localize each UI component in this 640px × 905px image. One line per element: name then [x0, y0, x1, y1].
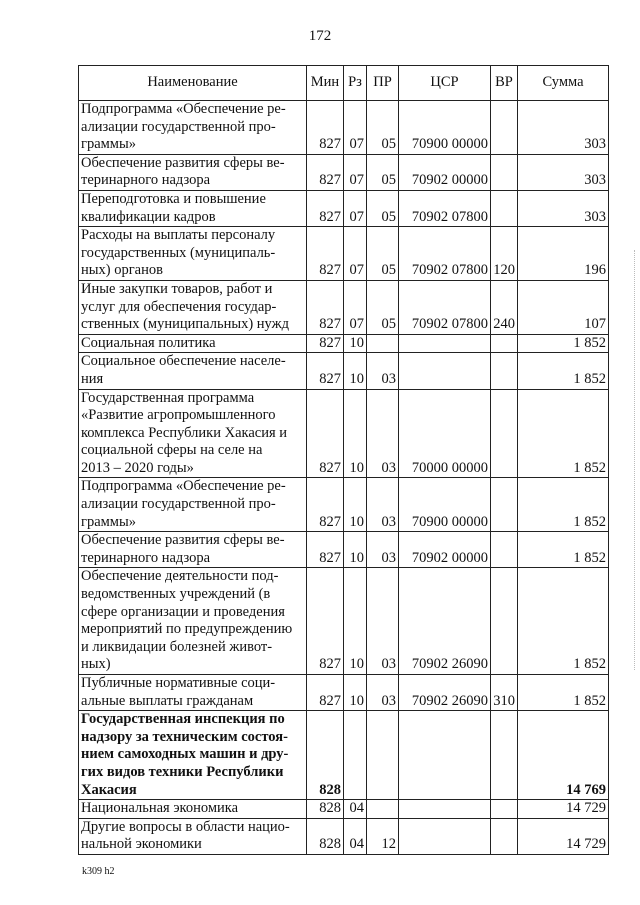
cell-vr: [491, 800, 518, 819]
page-number: 172: [308, 28, 332, 44]
cell-pr: 05: [367, 280, 399, 334]
cell-pr: 03: [367, 353, 399, 389]
table-row: [79, 532, 609, 568]
cell-min: 827: [307, 334, 344, 353]
table-row: [79, 478, 609, 532]
cell-rz: 07: [344, 101, 367, 155]
cell-pr: 05: [367, 101, 399, 155]
cell-sum: 1 852: [518, 334, 609, 353]
cell-sum: 1 852: [518, 389, 609, 478]
cell-name: Подпрограмма «Обеспечение ре- ализации государственной про- граммы»: [79, 101, 307, 155]
cell-rz: 10: [344, 389, 367, 478]
cell-rz: 10: [344, 478, 367, 532]
table-row: [79, 711, 609, 800]
cell-name: Другие вопросы в области нацио- нальной экономики: [79, 818, 307, 854]
table-row: [79, 190, 609, 226]
cell-min: 827: [307, 154, 344, 190]
cell-vr: 240: [491, 280, 518, 334]
cell-vr: [491, 101, 518, 155]
cell-pr: [367, 800, 399, 819]
table-row: [79, 334, 609, 353]
cell-vr: [491, 389, 518, 478]
cell-pr: 03: [367, 568, 399, 675]
cell-name: Обеспечение развития сферы ве- теринарного надзора: [79, 154, 307, 190]
header-pr: ПР: [367, 66, 399, 101]
table-body: [79, 101, 609, 855]
cell-min: 827: [307, 675, 344, 711]
header-name: Наименование: [79, 66, 307, 101]
cell-name: Социальное обеспечение населе- ния: [79, 353, 307, 389]
table-row: [79, 675, 609, 711]
cell-vr: [491, 154, 518, 190]
cell-name: Социальная политика: [79, 334, 307, 353]
table-row: [79, 154, 609, 190]
cell-csr: 70902 07800: [399, 227, 491, 281]
budget-table: [78, 65, 609, 855]
header-csr: ЦСР: [399, 66, 491, 101]
table-row: [79, 227, 609, 281]
cell-pr: [367, 334, 399, 353]
cell-csr: 70902 07800: [399, 190, 491, 226]
cell-vr: [491, 532, 518, 568]
cell-min: 827: [307, 190, 344, 226]
cell-sum: 1 852: [518, 675, 609, 711]
cell-min: 827: [307, 280, 344, 334]
cell-min: 827: [307, 227, 344, 281]
cell-rz: 10: [344, 675, 367, 711]
cell-csr: 70902 26090: [399, 568, 491, 675]
cell-sum: 1 852: [518, 478, 609, 532]
cell-sum: 14 729: [518, 800, 609, 819]
cell-pr: [367, 711, 399, 800]
cell-vr: [491, 334, 518, 353]
cell-name: Подпрограмма «Обеспечение ре- ализации государственной про- граммы»: [79, 478, 307, 532]
cell-name: Переподготовка и повышение квалификации кадров: [79, 190, 307, 226]
table-header-row: [79, 66, 609, 101]
cell-min: 828: [307, 818, 344, 854]
cell-min: 827: [307, 532, 344, 568]
cell-csr: [399, 818, 491, 854]
table-row: [79, 568, 609, 675]
cell-csr: [399, 711, 491, 800]
cell-name: Государственная инспекция по надзору за техническим состоя- нием самоходных машин и дру- гих видов техники Республики Хакасия: [79, 711, 307, 800]
cell-pr: 05: [367, 154, 399, 190]
cell-pr: 03: [367, 389, 399, 478]
table-row: [79, 389, 609, 478]
cell-sum: 1 852: [518, 568, 609, 675]
cell-rz: 07: [344, 227, 367, 281]
cell-csr: 70900 00000: [399, 478, 491, 532]
cell-csr: 70902 00000: [399, 154, 491, 190]
cell-min: 828: [307, 711, 344, 800]
cell-sum: 303: [518, 190, 609, 226]
cell-sum: 303: [518, 101, 609, 155]
cell-sum: 303: [518, 154, 609, 190]
cell-csr: 70902 26090: [399, 675, 491, 711]
cell-rz: 07: [344, 154, 367, 190]
cell-name: Государственная программа «Развитие агропромышленного комплекса Республики Хакасия и социальной сферы на селе на 2013 – 2020 годы»: [79, 389, 307, 478]
cell-sum: 107: [518, 280, 609, 334]
cell-sum: 14 769: [518, 711, 609, 800]
cell-rz: [344, 711, 367, 800]
cell-name: Обеспечение развития сферы ве- теринарного надзора: [79, 532, 307, 568]
cell-sum: 14 729: [518, 818, 609, 854]
cell-csr: 70902 07800: [399, 280, 491, 334]
cell-vr: [491, 478, 518, 532]
margin-dotted-line: [634, 250, 636, 670]
cell-min: 827: [307, 101, 344, 155]
header-vr: ВР: [491, 66, 518, 101]
table-row: [79, 353, 609, 389]
cell-vr: 310: [491, 675, 518, 711]
cell-sum: 1 852: [518, 532, 609, 568]
cell-rz: 07: [344, 280, 367, 334]
cell-min: 827: [307, 478, 344, 532]
cell-csr: [399, 800, 491, 819]
cell-rz: 10: [344, 532, 367, 568]
cell-csr: 70902 00000: [399, 532, 491, 568]
table-row: [79, 101, 609, 155]
cell-rz: 10: [344, 568, 367, 675]
header-rz: Рз: [344, 66, 367, 101]
table-row: [79, 280, 609, 334]
cell-name: Обеспечение деятельности под- ведомственных учреждений (в сфере организации и проведения мероприятий по предупреждению и ликвидации болезней живот- ных): [79, 568, 307, 675]
table-row: [79, 818, 609, 854]
cell-rz: 10: [344, 353, 367, 389]
header-min: Мин: [307, 66, 344, 101]
cell-pr: 05: [367, 227, 399, 281]
cell-sum: 1 852: [518, 353, 609, 389]
header-sum: Сумма: [518, 66, 609, 101]
cell-pr: 03: [367, 675, 399, 711]
cell-name: Публичные нормативные соци- альные выплаты гражданам: [79, 675, 307, 711]
cell-rz: 10: [344, 334, 367, 353]
cell-rz: 04: [344, 800, 367, 819]
cell-name: Расходы на выплаты персоналу государственных (муниципаль- ных) органов: [79, 227, 307, 281]
cell-csr: [399, 353, 491, 389]
cell-csr: 70000 00000: [399, 389, 491, 478]
cell-vr: [491, 353, 518, 389]
cell-pr: 12: [367, 818, 399, 854]
cell-vr: [491, 711, 518, 800]
cell-name: Национальная экономика: [79, 800, 307, 819]
cell-min: 827: [307, 353, 344, 389]
cell-min: 828: [307, 800, 344, 819]
cell-min: 827: [307, 568, 344, 675]
cell-min: 827: [307, 389, 344, 478]
cell-vr: [491, 568, 518, 675]
cell-csr: 70900 00000: [399, 101, 491, 155]
footer-code: k309 h2: [82, 866, 115, 877]
cell-sum: 196: [518, 227, 609, 281]
cell-pr: 03: [367, 532, 399, 568]
cell-pr: 03: [367, 478, 399, 532]
cell-pr: 05: [367, 190, 399, 226]
cell-name: Иные закупки товаров, работ и услуг для обеспечения государ- ственных (муниципальных) нужд: [79, 280, 307, 334]
cell-vr: 120: [491, 227, 518, 281]
cell-vr: [491, 190, 518, 226]
cell-rz: 07: [344, 190, 367, 226]
table-row: [79, 800, 609, 819]
cell-vr: [491, 818, 518, 854]
cell-csr: [399, 334, 491, 353]
cell-rz: 04: [344, 818, 367, 854]
